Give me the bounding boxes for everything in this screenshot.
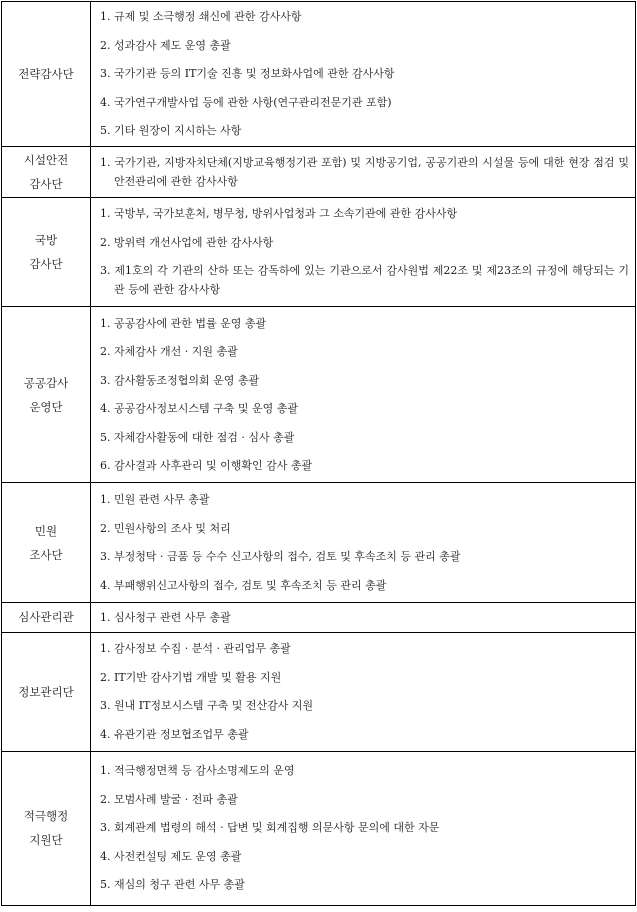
duty-item: 2. 성과감사 제도 운영 총괄	[100, 38, 231, 52]
duty-item: 4. 유관기관 정보협조업무 총괄	[100, 727, 249, 741]
duties-cell	[91, 603, 636, 633]
duties-cell	[91, 198, 636, 307]
table-row	[2, 483, 636, 603]
duty-item: 2. 방위력 개선사업에 관한 감사사항	[100, 235, 274, 249]
duty-item: 5. 재심의 청구 관련 사무 총괄	[100, 878, 245, 892]
duties-cell	[91, 307, 636, 483]
duties-cell	[91, 2, 636, 147]
duty-item: 1. 규제 및 소극행정 쇄신에 관한 감사사항	[100, 10, 302, 24]
department-name: 조사단	[29, 547, 63, 562]
duty-item: 3. 원내 IT정보시스템 구축 및 전산감사 지원	[100, 699, 314, 712]
duty-item: 2. 민원사항의 조사 및 처리	[100, 521, 231, 535]
table-row	[2, 603, 636, 633]
department-cell	[2, 751, 91, 905]
department-cell	[2, 198, 91, 307]
duty-item: 3. 부정청탁 · 금품 등 수수 신고사항의 접수, 검토 및 후속조치 등 관리 총괄	[100, 550, 461, 563]
department-cell	[2, 307, 91, 483]
duty-item: 1. 국가기관, 지방자치단체(지방교육행정기관 포함) 및 지방공기업, 공공기관의 시설물 등에 대한 현장 점검 및 안전관리에 관한 감사사항	[100, 155, 629, 188]
department-name: 심사관리관	[18, 610, 74, 625]
duty-item: 2. 모범사례 발굴 · 전파 총괄	[100, 792, 238, 806]
department-name: 지원단	[29, 833, 63, 847]
duty-item: 3. 감사활동조정협의회 운영 총괄	[100, 373, 260, 387]
duty-item: 1. 적극행정면책 등 감사소명제도의 운영	[100, 764, 295, 778]
duty-item: 3. 국가기관 등의 IT기술 진흥 및 정보화사업에 관한 감사사항	[100, 67, 395, 81]
duty-item: 3. 회계관계 법령의 해석 · 답변 및 회계집행 의문사항 문의에 대한 자문	[100, 821, 440, 835]
duty-item: 4. 부패행위신고사항의 접수, 검토 및 후속조치 등 관리 총괄	[100, 578, 387, 592]
department-name: 감사단	[29, 177, 63, 191]
duties-cell	[91, 147, 636, 198]
table-row	[2, 147, 636, 198]
table-row	[2, 307, 636, 483]
duty-item: 1. 감사정보 수집 · 분석 · 관리업무 총괄	[100, 642, 291, 655]
department-cell	[2, 603, 91, 633]
department-cell	[2, 483, 91, 603]
table-row	[2, 632, 636, 751]
table-row	[2, 751, 636, 905]
duty-item: 1. 국방부, 국가보훈처, 병무청, 방위사업청과 그 소속기관에 관한 감사사항	[100, 207, 458, 221]
department-name: 정보관리단	[18, 684, 74, 699]
department-cell	[2, 147, 91, 198]
duty-item: 3. 제1호의 각 기관의 산하 또는 감독하에 있는 기관으로서 감사원법 제22조 및 제23조의 규정에 해당되는 기관 등에 관한 감사사항	[100, 264, 629, 297]
duty-item: 5. 자체감사활동에 대한 점검 · 심사 총괄	[100, 430, 295, 444]
department-name: 공공감사	[23, 375, 69, 390]
duty-item: 4. 공공감사정보시스템 구축 및 운영 총괄	[100, 402, 298, 415]
audit-units-table	[1, 1, 636, 906]
department-name: 전략감사단	[18, 67, 74, 81]
department-cell	[2, 2, 91, 147]
duty-item: 4. 국가연구개발사업 등에 관한 사항(연구관리전문기관 포함)	[100, 95, 392, 109]
duties-cell	[91, 483, 636, 603]
duties-cell	[91, 632, 636, 751]
duty-item: 4. 사전컨설팅 제도 운영 총괄	[100, 849, 242, 863]
duty-item: 1. 민원 관련 사무 총괄	[100, 493, 210, 506]
table-row	[2, 2, 636, 147]
table-row	[2, 198, 636, 307]
department-name: 국방	[34, 233, 58, 247]
duty-item: 1. 공공감사에 관한 법률 운영 총괄	[100, 316, 267, 330]
table-body	[2, 2, 636, 906]
department-name: 적극행정	[23, 809, 69, 823]
duty-item: 1. 심사청구 관련 사무 총괄	[100, 610, 231, 624]
duty-item: 2. IT기반 감사기법 개발 및 활용 지원	[100, 670, 282, 684]
department-name: 민원	[34, 523, 58, 538]
department-name: 운영단	[29, 399, 63, 414]
department-cell	[2, 632, 91, 751]
department-name: 시설안전	[23, 153, 69, 167]
duty-item: 2. 자체감사 개선 · 지원 총괄	[100, 345, 238, 358]
duty-item: 6. 감사결과 사후관리 및 이행확인 감사 총괄	[100, 459, 313, 472]
duties-cell	[91, 751, 636, 905]
duty-item: 5. 기타 원장이 지시하는 사항	[100, 124, 242, 138]
department-name: 감사단	[29, 257, 63, 271]
